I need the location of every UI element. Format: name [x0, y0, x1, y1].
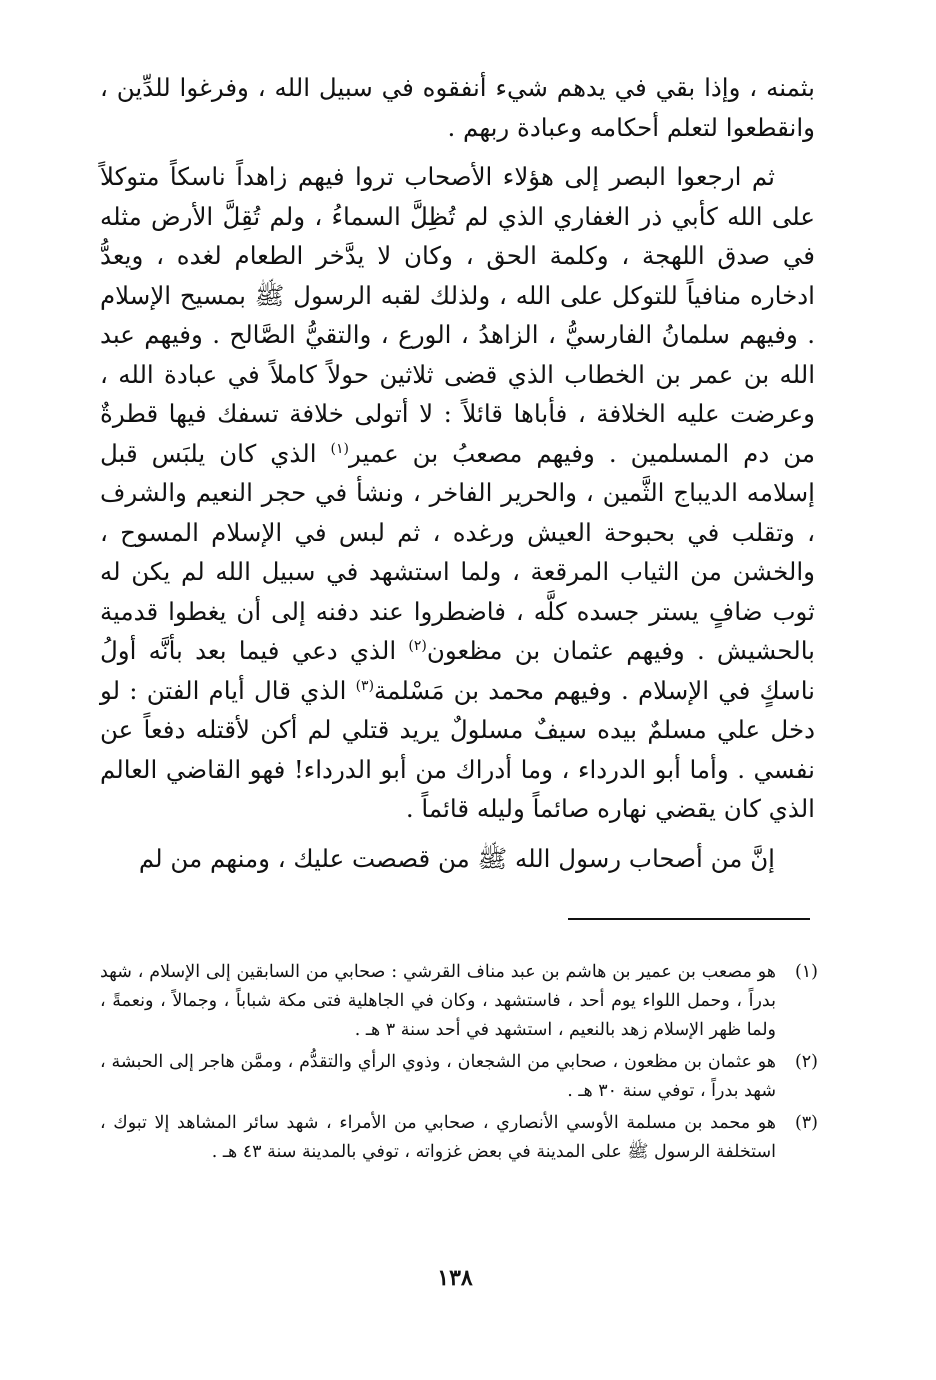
main-text	[100, 68, 815, 878]
paragraph-2-part-3: الذي دعي فيما بعد بأنَّه أولُ ناسكٍ في الإسلام . وفيهم محمد بن مَسْلمة	[100, 636, 815, 705]
footnote-3	[100, 1109, 818, 1167]
paragraph-1	[100, 68, 815, 147]
footnote-number: (١)	[794, 962, 818, 982]
paragraph-3	[100, 839, 815, 879]
paragraph-2-part-4: الذي قال أيام الفتن : لو دخل علي مسلمٌ بيده سيفٌ مسلولٌ يريد قتلي لم أكن لأقتله دفعاً عن نفسي . وأما أبو الدرداء ، وما أدراك من أبو الدرداء! فهو القاضي العالم الذي كان يقضي نهاره صائماً وليله قائماً .	[100, 675, 815, 823]
footnote-text: هو عثمان بن مظعون ، صحابي من الشجعان ، وذوي الرأي والتقدُّم ، وممَّن هاجر إلى الحبشة ، شهد بدراً ، توفي سنة ٣٠ هـ .	[100, 1052, 776, 1101]
footnote-ref-2[interactable]: (٢)	[408, 637, 427, 654]
footnote-number: (٣)	[794, 1113, 818, 1133]
footnote-1	[100, 958, 818, 1045]
paragraph-2	[100, 157, 815, 829]
footnote-text: هو مصعب بن عمير بن هاشم بن عبد مناف القرشي : صحابي من السابقين إلى الإسلام ، شهد بدراً ، وحمل اللواء يوم أحد ، فاستشهد ، وكان في الجاهلية فتى مكة شباباً ، وجمالاً ، ونعمةً ، ولما ظهر الإسلام زهد بالنعيم ، استشهد في أحد سنة ٣ هـ .	[100, 962, 776, 1040]
footnote-2	[100, 1048, 818, 1106]
footnote-ref-1[interactable]: (١)	[330, 440, 349, 457]
footnotes	[100, 958, 818, 1170]
paragraph-1-text: بثمنه ، وإذا بقي في يدهم شيء أنفقوه في سبيل الله ، وفرغوا للدِّين ، وانقطعوا لتعلم أحكامه وعبادة ربهم .	[100, 73, 815, 142]
footnote-separator	[568, 918, 810, 920]
footnote-text: هو محمد بن مسلمة الأوسي الأنصاري ، صحابي من الأمراء ، شهد سائر المشاهد إلا تبوك ، استخلفة الرسول ﷺ على المدينة في بعض غزواته ، توفي بالمدينة سنة ٤٣ هـ .	[100, 1113, 776, 1162]
footnote-number: (٢)	[794, 1052, 818, 1072]
paragraph-2-part-2: الذي كان يلبَس قبل إسلامه الديباج الثَّمين ، والحرير الفاخر ، ونشأ في حجر النعيم والشرف ، وتقلب في بحبوحة العيش ورغده ، ثم لبس في الإسلام المسوح ، والخشن من الثياب المرقعة ، ولما استشهد في سبيل الله لم يكن له ثوب ضافٍ يستر جسده كلَّه ، فاضطروا عند دفنه إلى أن يغطوا قدمية بالحشيش . وفيهم عثمان بن مظعون	[100, 438, 815, 665]
paragraph-2-part-1: ثم ارجعوا البصر إلى هؤلاء الأصحاب تروا فيهم زاهداً ناسكاً متوكلاً على الله كأبي ذر الغفاري الذي لم تُظِلَّ السماءُ ، ولم تُقِلَّ الأرض مثله في صدق اللهجة ، وكلمة الحق ، وكان لا يدَّخر الطعام لغده ، ويعدُّ ادخاره منافياً للتوكل على الله ، ولذلك لقبه الرسول ﷺ بمسيح الإسلام . وفيهم سلمانُ الفارسيُّ ، الزاهدُ ، الورع ، والتقيُّ الصَّالح . وفيهم عبد الله بن عمر بن الخطاب الذي قضى ثلاثين حولاً كاملاً في عبادة الله ، وعرضت عليه الخلافة ، فأباها قائلاً : لا أتولى خلافة تسفك فيها قطرةٌ من دم المسلمين . وفيهم مصعبُ بن عمير	[100, 162, 815, 468]
page-number: ١٣٨	[437, 1265, 473, 1291]
footnote-ref-3[interactable]: (٣)	[355, 677, 375, 694]
paragraph-3-text: إنَّ من أصحاب رسول الله ﷺ من قصصت عليك ، ومنهم من لم	[138, 843, 775, 873]
